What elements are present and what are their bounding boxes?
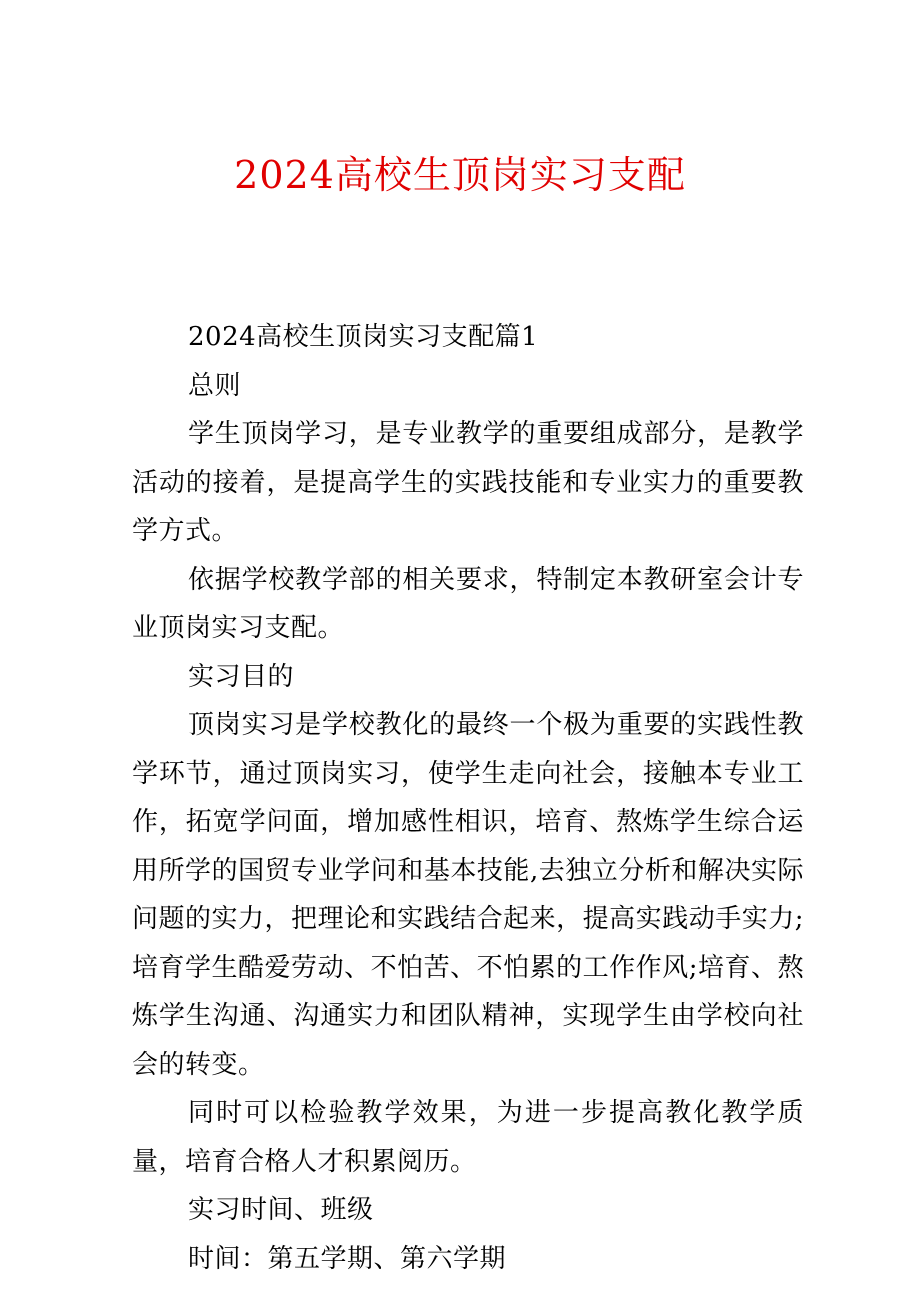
document-title: 2024高校生顶岗实习支配 [234, 153, 686, 197]
paragraph-purpose: 顶岗实习是学校教化的最终一个极为重要的实践性教学环节，通过顶岗实习，使学生走向社会，接触本专业工作，拓宽学问面，增加感性相识，培育、熬炼学生综合运用所学的国贸专业学问和基本技能,去独立分析和解决实际问题的实力，把理论和实践结合起来，提高实践动手实力;培育学生酷爱劳动、不怕苦、不怕累的工作作风;培育、熬炼学生沟通、沟通实力和团队精神，实现学生由学校向社会的转变。 [132, 710, 804, 1080]
paragraph-basis: 依据学校教学部的相关要求，特制定本教研室会计专业顶岗实习支配。 [132, 564, 804, 643]
section-heading-general: 总则 [188, 370, 242, 401]
section-heading-purpose: 实习目的 [188, 661, 295, 692]
section-heading-part1: 2024高校生顶岗实习支配篇1 [188, 322, 539, 352]
paragraph-intro: 学生顶岗学习，是专业教学的重要组成部分，是教学活动的接着，是提高学生的实践技能和专业实力的重要教学方式。 [132, 419, 804, 546]
paragraph-time: 时间：第五学期、第六学期 [188, 1243, 507, 1274]
section-heading-time-class: 实习时间、班级 [188, 1195, 374, 1225]
paragraph-quality: 同时可以检验教学效果，为进一步提高教化教学质量，培育合格人才积累阅历。 [132, 1098, 804, 1177]
document-body [132, 313, 804, 1283]
